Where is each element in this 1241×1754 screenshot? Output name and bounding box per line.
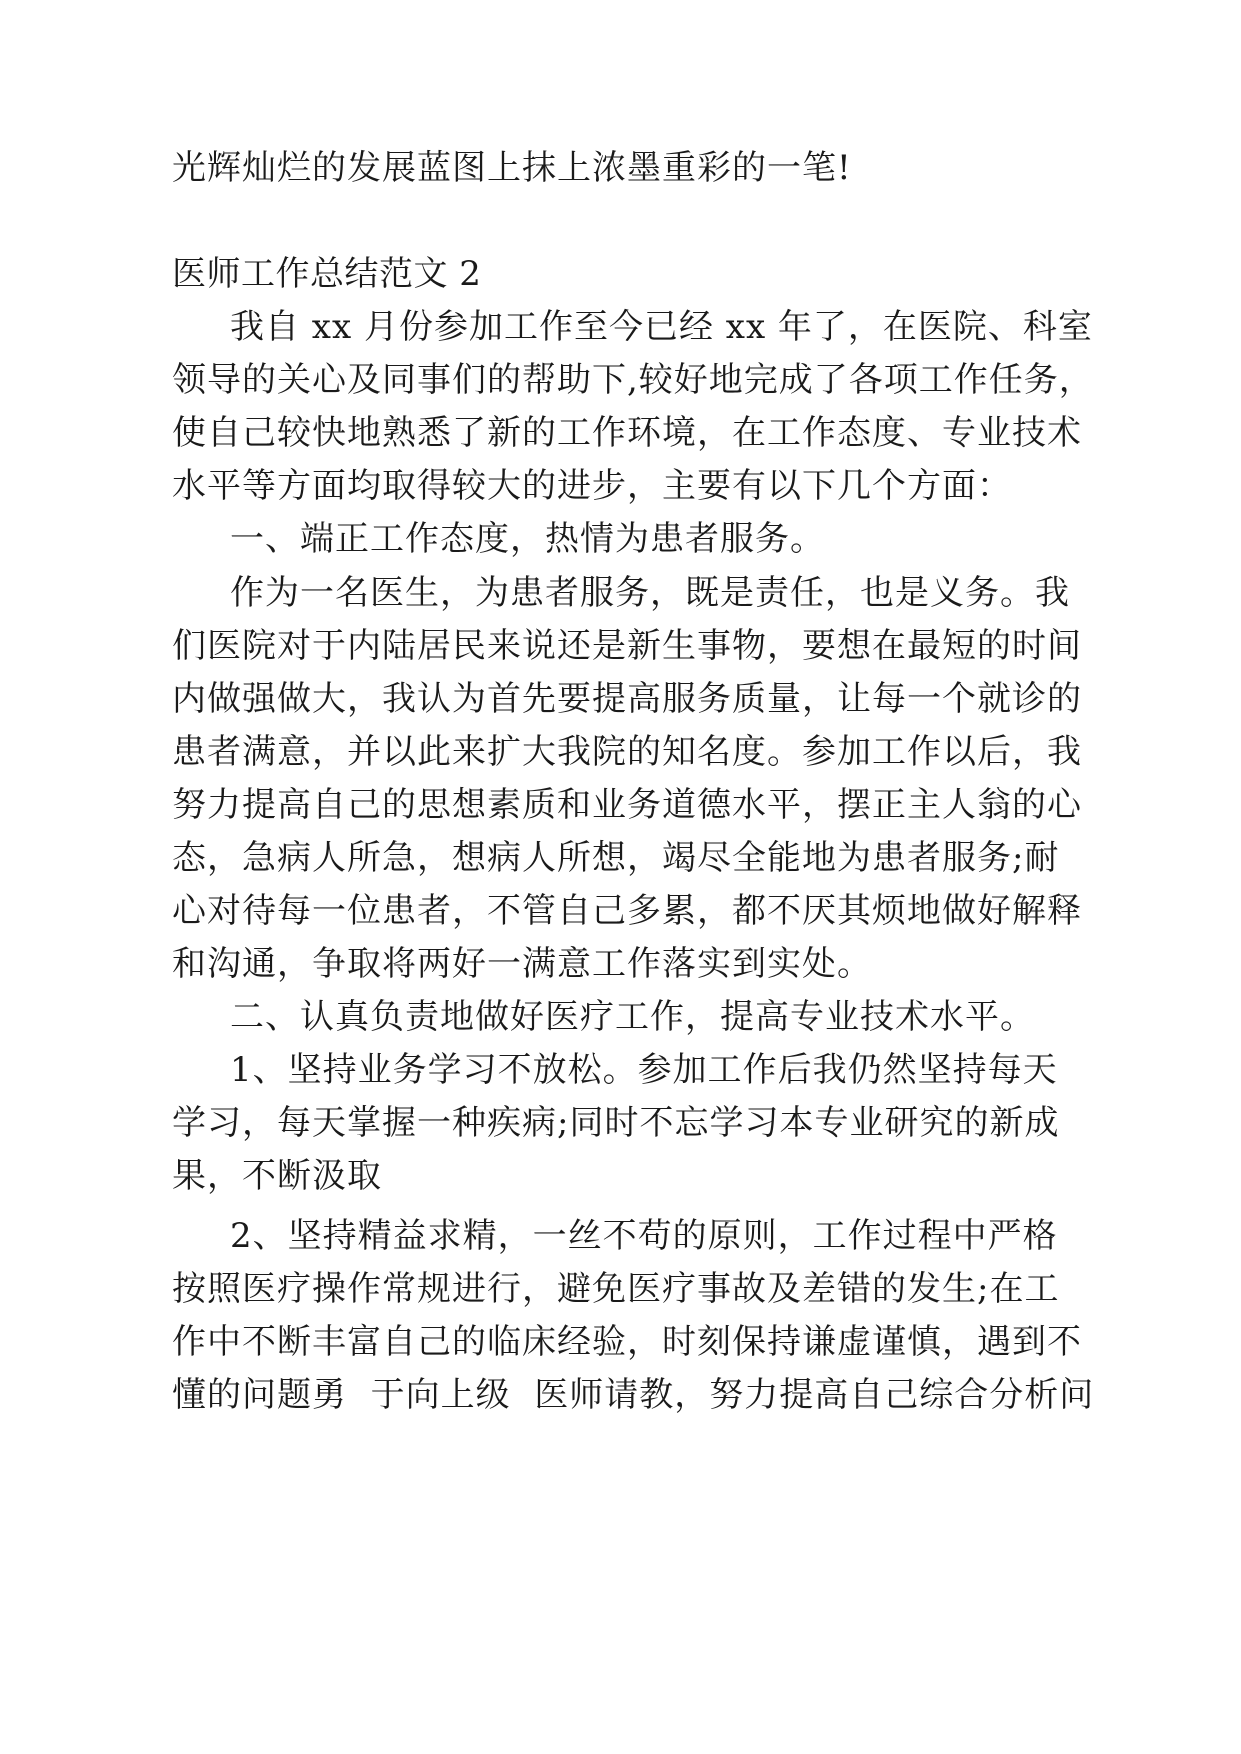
paragraph-line: 态，急病人所急，想病人所想，竭尽全能地为患者服务;耐: [172, 838, 1060, 878]
paragraph-line: 使自己较快地熟悉了新的工作环境，在工作态度、专业技术: [172, 413, 1082, 453]
paragraph-line: 水平等方面均取得较大的进步，主要有以下几个方面：: [172, 466, 1012, 506]
paragraph-line: 患者满意，并以此来扩大我院的知名度。参加工作以后，我: [172, 732, 1082, 772]
paragraph-line: 内做强做大，我认为首先要提高服务质量，让每一个就诊的: [172, 679, 1082, 719]
paragraph-line: 作为一名医生，为患者服务，既是责任，也是义务。我: [230, 573, 1070, 613]
paragraph-line: 领导的关心及同事们的帮助下,较好地完成了各项工作任务，: [172, 360, 1094, 400]
paragraph-line: 们医院对于内陆居民来说还是新生事物，要想在最短的时间: [172, 626, 1082, 666]
paragraph-line: 1、坚持业务学习不放松。参加工作后我仍然坚持每天: [230, 1050, 1058, 1090]
paragraph-line: 学习，每天掌握一种疾病;同时不忘学习本专业研究的新成: [172, 1103, 1060, 1143]
paragraph-line: 按照医疗操作常规进行，避免医疗事故及差错的发生;在工: [172, 1269, 1060, 1309]
paragraph-line: 果，不断汲取: [172, 1156, 382, 1196]
paragraph-line: 作中不断丰富自己的临床经验，时刻保持谦虚谨慎，遇到不: [172, 1322, 1082, 1362]
section-heading: 二、认真负责地做好医疗工作，提高专业技术水平。: [230, 997, 1035, 1037]
section-heading: 一、端正工作态度，热情为患者服务。: [230, 519, 825, 559]
paragraph-line: 我自 xx 月份参加工作至今已经 xx 年了，在医院、科室: [230, 307, 1093, 347]
paragraph-line: 和沟通，争取将两好一满意工作落实到实处。: [172, 944, 872, 984]
paragraph-line: 懂的问题勇 于向上级 医师请教，努力提高自己综合分析问: [172, 1375, 1095, 1415]
paragraph-line: 心对待每一位患者，不管自己多累，都不厌其烦地做好解释: [172, 891, 1082, 931]
paragraph-line: 2、坚持精益求精，一丝不苟的原则，工作过程中严格: [230, 1216, 1058, 1256]
section-title: 医师工作总结范文 2: [172, 254, 482, 294]
paragraph-line: 努力提高自己的思想素质和业务道德水平，摆正主人翁的心: [172, 785, 1082, 825]
text-line: 光辉灿烂的发展蓝图上抹上浓墨重彩的一笔!: [172, 148, 852, 188]
